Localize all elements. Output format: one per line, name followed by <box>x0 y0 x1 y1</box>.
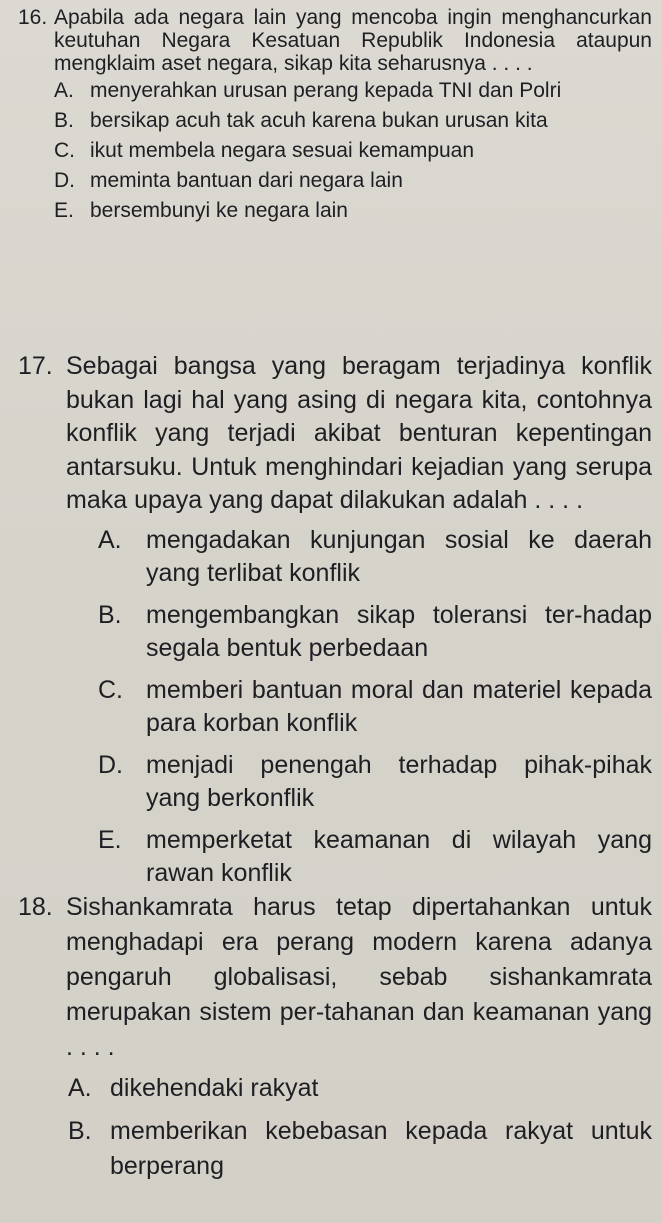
option-a <box>54 79 652 102</box>
question-number: 16. <box>18 6 48 29</box>
option-a <box>68 1071 652 1106</box>
option-e <box>98 824 652 891</box>
option-list <box>18 1071 652 1184</box>
option-text: memberi bantuan moral dan materiel kepada para korban konflik <box>146 675 652 737</box>
option-text: bersembunyi ke negara lain <box>90 199 348 222</box>
question-18 <box>18 890 652 1192</box>
option-letter: A. <box>98 525 122 554</box>
question-17 <box>18 350 652 899</box>
option-letter: E. <box>98 825 122 854</box>
option-text: memberikan kebebasan kepada rakyat untuk berperang <box>110 1117 652 1180</box>
option-c <box>98 674 652 741</box>
option-c <box>54 139 652 162</box>
question-text: Sebagai bangsa yang beragam terjadinya konflik bukan lagi hal yang asing di negara kita, contohnya konflik yang terjadi akibat benturan kepentingan antarsuku. Untuk menghindari kejadian yang serupa maka upaya yang dapat dilakukan adalah . . . . <box>66 352 652 514</box>
option-b <box>54 109 652 132</box>
option-letter: C. <box>98 675 123 704</box>
option-letter: B. <box>68 1117 92 1145</box>
option-b <box>68 1114 652 1184</box>
option-letter: E. <box>54 199 74 222</box>
option-list <box>18 524 652 891</box>
option-letter: A. <box>68 1074 92 1102</box>
option-text: ikut membela negara sesuai kemampuan <box>90 139 475 162</box>
option-b <box>98 599 652 666</box>
question-number: 17. <box>18 352 53 380</box>
question-text: Apabila ada negara lain yang mencoba ingin menghancurkan keutuhan Negara Kesatuan Republik Indonesia ataupun mengklaim aset negara, sikap kita seharusnya . . . . <box>54 6 652 75</box>
option-letter: D. <box>54 169 75 192</box>
option-letter: C. <box>54 139 75 162</box>
question-text: Sishankamrata harus tetap dipertahankan untuk menghadapi era perang modern karena adanya pengaruh globalisasi, sebab sishankamrata merupakan sistem per-tahanan dan keamanan yang . . . . <box>66 893 652 1061</box>
option-text: memperketat keamanan di wilayah yang rawan konflik <box>146 825 652 887</box>
option-text: menyerahkan urusan perang kepada TNI dan Polri <box>90 79 562 102</box>
question-number: 18. <box>18 893 53 921</box>
option-d <box>54 169 652 192</box>
option-d <box>98 749 652 816</box>
option-text: bersikap acuh tak acuh karena bukan urusan kita <box>90 109 548 132</box>
option-text: menjadi penengah terhadap pihak-pihak yang berkonflik <box>146 750 652 812</box>
option-letter: B. <box>54 109 74 132</box>
option-text: meminta bantuan dari negara lain <box>90 169 403 192</box>
option-a <box>98 524 652 591</box>
option-letter: B. <box>98 600 122 629</box>
option-text: mengadakan kunjungan sosial ke daerah yang terlibat konflik <box>146 525 652 587</box>
option-list <box>18 79 652 222</box>
option-letter: A. <box>54 79 74 102</box>
option-letter: D. <box>98 750 123 779</box>
option-text: mengembangkan sikap toleransi ter-hadap segala bentuk perbedaan <box>146 600 652 662</box>
question-16 <box>18 6 652 229</box>
option-text: dikehendaki rakyat <box>110 1074 319 1102</box>
option-e <box>54 199 652 222</box>
